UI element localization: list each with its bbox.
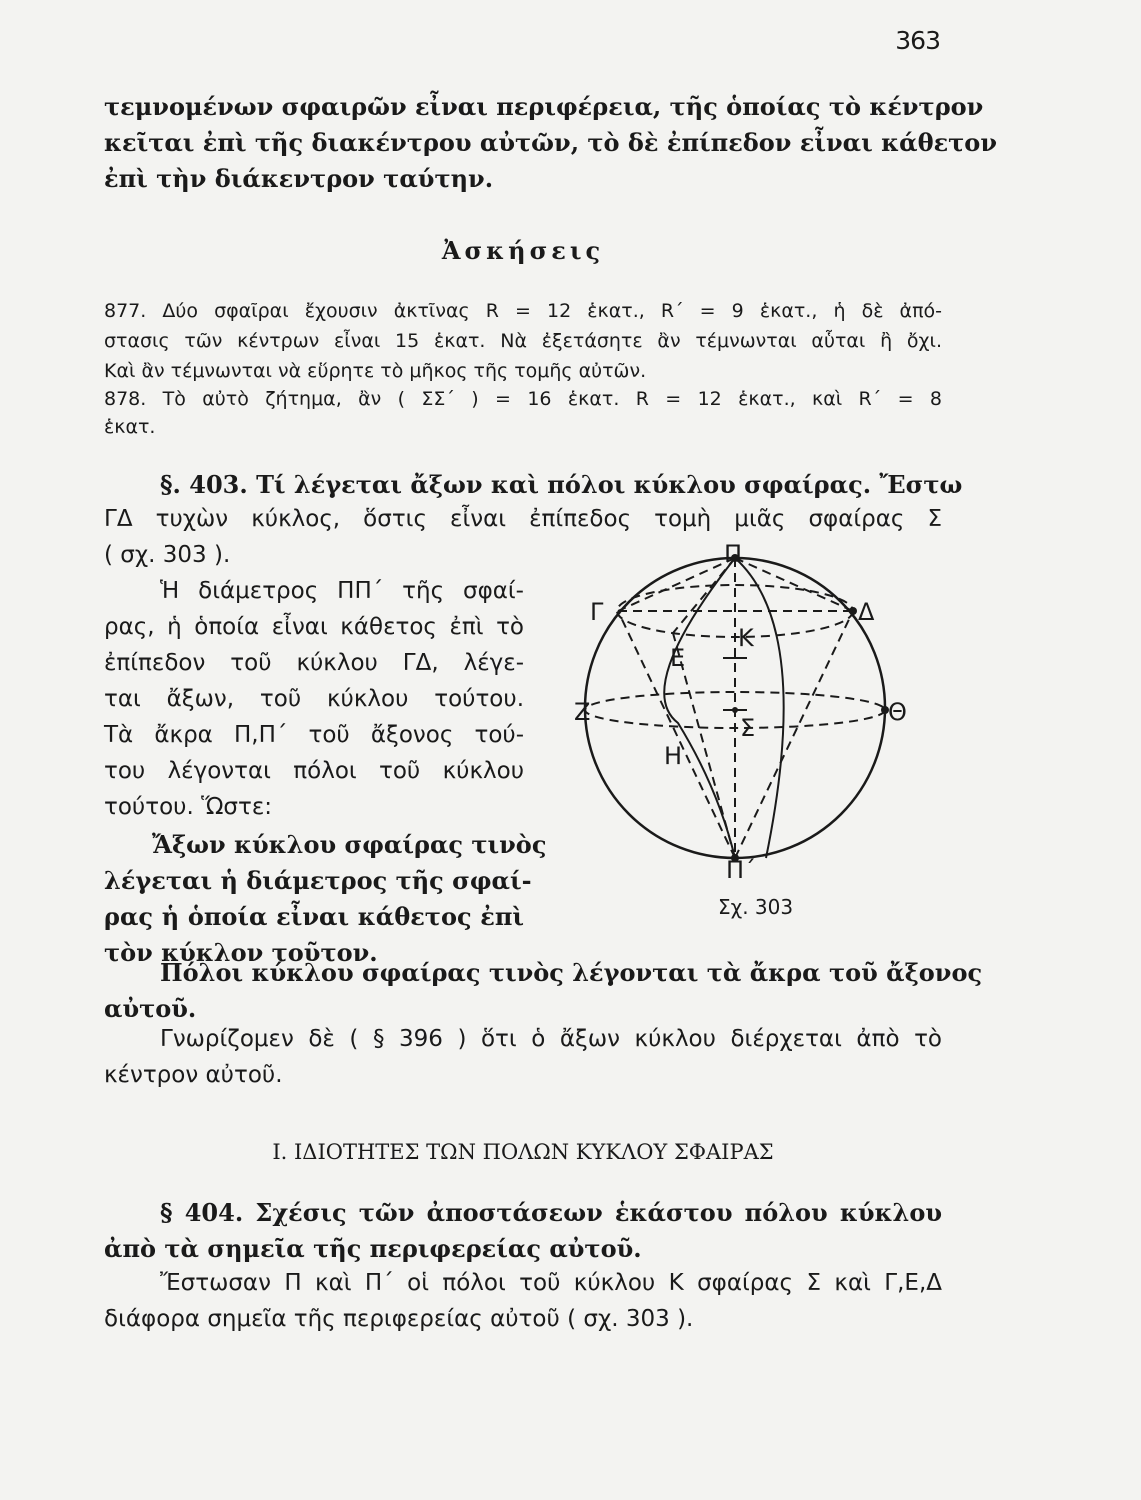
axis-line-1: Ἡ διάμετρος ΠΠ΄ τῆς σφαί-	[160, 578, 524, 604]
label-k: Κ	[738, 624, 754, 652]
axis-def-line-4: τὸν κύκλον τοῦτον.	[104, 938, 378, 967]
section-403-line-3: ( σχ. 303 ).	[104, 542, 231, 568]
label-gamma: Γ	[590, 598, 604, 626]
chapter-heading: I. ΙΔΙΟΤΗΤΕΣ ΤΩΝ ΠΟΛΩΝ ΚΥΚΛΟΥ ΣΦΑΙΡΑΣ	[272, 1140, 774, 1164]
exercise-line-5: ἑκατ.	[104, 416, 156, 438]
exercise-line-4: 878. Τὸ αὐτὸ ζήτημα, ἂν ( ΣΣ΄ ) = 16 ἑκατ. R = 12 ἑκατ., καὶ R΄ = 8	[104, 388, 942, 410]
section-404-heading: § 404. Σχέσις τῶν ἀποστάσεων ἑκάστου πόλου κύκλου	[160, 1198, 942, 1227]
intro-line-3: ἐπὶ τὴν διάκεντρον ταύτην.	[104, 164, 494, 193]
poles-def-line-1: Πόλοι κύκλου σφαίρας τινὸς λέγονται τὰ ἄκρα τοῦ ἄξονος	[160, 958, 983, 987]
axis-line-6: του λέγονται πόλοι τοῦ κύκλου	[104, 758, 524, 784]
axis-line-4: ται ἄξων, τοῦ κύκλου τούτου.	[104, 686, 524, 712]
section-403-heading: §. 403. Τί λέγεται ἄξων καὶ πόλοι κύκλου σφαίρας. Ἔστω	[160, 470, 963, 499]
figure-caption: Σχ. 303	[718, 895, 794, 919]
section-404-line-4: διάφορα σημεῖα τῆς περιφερείας αὐτοῦ ( σχ. 303 ).	[104, 1306, 694, 1332]
poles-def-line-2: αὐτοῦ.	[104, 994, 197, 1023]
label-p-prime: Π΄	[726, 856, 757, 884]
known-line-2: κέντρον αὐτοῦ.	[104, 1062, 283, 1088]
exercise-line-2: στασις τῶν κέντρων εἶναι 15 ἑκατ. Νὰ ἐξετάσητε ἂν τέμνωνται αὗται ἢ ὄχι.	[104, 330, 942, 352]
point-sigma	[732, 707, 738, 713]
axis-line-5: Τὰ ἄκρα Π,Π΄ τοῦ ἄξονος τού-	[104, 722, 524, 748]
label-theta: Θ	[888, 698, 907, 726]
meridian-left	[664, 558, 735, 858]
label-sigma: Σ	[740, 714, 756, 742]
exercises-heading: Ἀσκήσεις	[441, 236, 605, 265]
axis-def-line-3: ρας ἡ ὁποία εἶναι κάθετος ἐπὶ	[104, 902, 524, 931]
point-delta	[849, 607, 857, 615]
label-z: Ζ	[574, 698, 591, 726]
label-p: Π	[724, 540, 743, 568]
pole-to-gamma	[618, 558, 735, 611]
intro-line-1: τεμνομένων σφαιρῶν εἶναι περιφέρεια, τῆς ὁποίας τὸ κέντρον	[104, 92, 984, 121]
section-403-line-2: ΓΔ τυχὼν κύκλος, ὅστις εἶναι ἐπίπεδος τομὴ μιᾶς σφαίρας Σ	[104, 506, 942, 532]
axis-line-2: ρας, ἡ ὁποία εἶναι κάθετος ἐπὶ τὸ	[104, 614, 524, 640]
label-e: Ε	[670, 644, 686, 672]
exercise-line-3: Καὶ ἂν τέμνωνται νὰ εὕρητε τὸ μῆκος τῆς τομῆς αὐτῶν.	[104, 360, 647, 382]
axis-def-line-2: λέγεται ἡ διάμετρος τῆς σφαί-	[104, 866, 532, 895]
section-404-line-3: Ἔστωσαν Π καὶ Π΄ οἱ πόλοι τοῦ κύκλου Κ σφαίρας Σ καὶ Γ,Ε,Δ	[160, 1270, 942, 1296]
intro-line-2: κεῖται ἐπὶ τῆς διακέντρου αὐτῶν, τὸ δὲ ἐπίπεδον εἶναι κάθετον	[104, 128, 997, 157]
page-number: 363	[895, 26, 940, 55]
sphere-figure	[574, 538, 918, 938]
axis-def-line-1: Ἄξων κύκλου σφαίρας τινὸς	[152, 830, 547, 859]
meridian-right	[735, 558, 784, 858]
section-404-heading-2: ἀπὸ τὰ σημεῖα τῆς περιφερείας αὐτοῦ.	[104, 1234, 642, 1263]
axis-line-3: ἐπίπεδον τοῦ κύκλου ΓΔ, λέγε-	[104, 650, 524, 676]
label-delta: Δ	[858, 598, 875, 626]
exercise-line-1: 877. Δύο σφαῖραι ἔχουσιν ἀκτῖνας R = 12 ἑκατ., R΄ = 9 ἑκατ., ἡ δὲ ἀπό-	[104, 300, 942, 322]
label-h: Η	[664, 742, 683, 770]
axis-line-7: τούτου. Ὥστε:	[104, 794, 273, 820]
known-line-1: Γνωρίζομεν δὲ ( § 396 ) ὅτι ὁ ἄξων κύκλου διέρχεται ἀπὸ τὸ	[160, 1026, 942, 1052]
